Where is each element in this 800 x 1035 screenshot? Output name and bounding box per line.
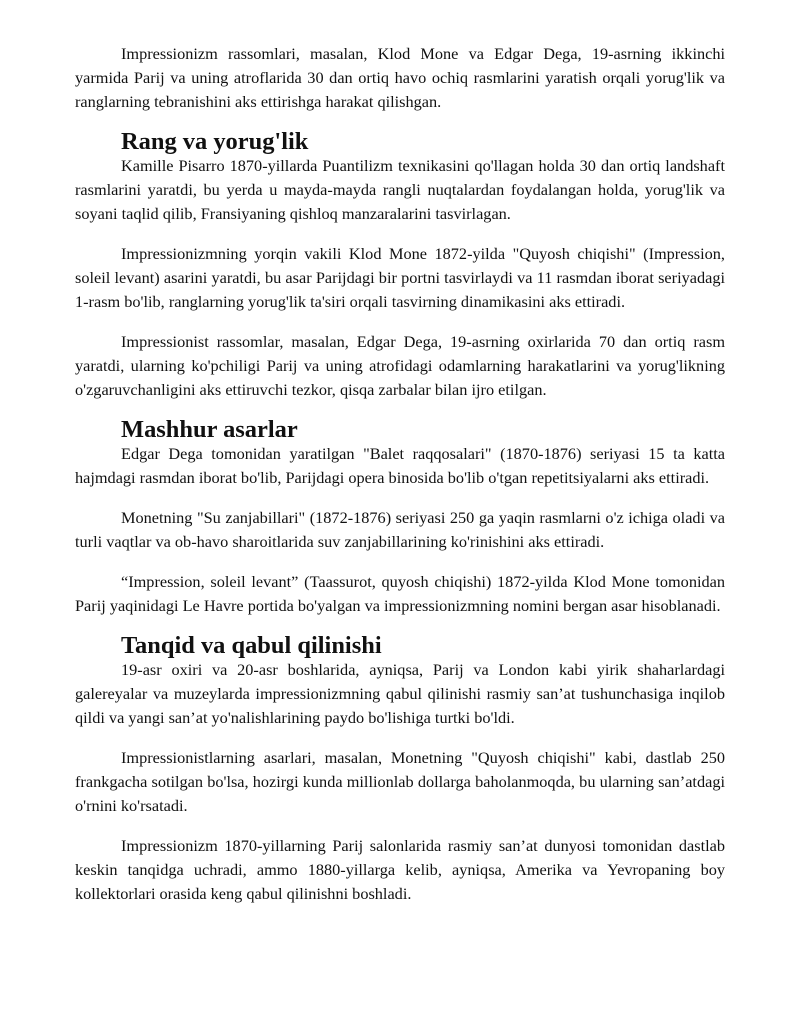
section-heading-tanqid: Tanqid va qabul qilinishi bbox=[121, 632, 382, 659]
paragraph-dega: Impressionist rassomlar, masalan, Edgar Dega, 19-asrning oxirlarida 70 dan ortiq rasm yaratdi, ularning ko'pchiligi Parij va uning atrofidagi odamlarning harakatlarini va yorug'likning o'zgaruvchanligini aks ettiruvchi tezkor, qisqa zarbalar bilan ijro etilgan. bbox=[75, 332, 725, 399]
paragraph-mone-impression: Impressionizmning yorqin vakili Klod Mone 1872-yilda "Quyosh chiqishi" (Impression, soleil levant) asarini yaratdi, bu asar Parijdagi bir portni tasvirlaydi va 11 rasmdan iborat seriyadagi 1-rasm bo'lib, ranglarning yorug'lik ta'siri orqali tasvirning dinamikasini aks ettiradi. bbox=[75, 244, 725, 311]
paragraph-pisarro: Kamille Pisarro 1870-yillarda Puantilizm texnikasini qo'llagan holda 30 dan ortiq landshaft rasmlarini yaratdi, bu yerda u mayda-mayda rangli nuqtalardan foydalangan holda, yorug'lik va soyani taqlid qilib, Fransiyaning qishloq manzaralarini tasvirlagan. bbox=[75, 156, 725, 223]
paragraph-balet-raqqosalari: Edgar Dega tomonidan yaratilgan "Balet raqqosalari" (1870-1876) seriyasi 15 ta katta hajmdagi rasmdan iborat bo'lib, Parijdagi opera binosida bo'lib o'tgan repetitsiyalarni aks ettiradi. bbox=[75, 444, 725, 487]
intro-paragraph: Impressionizm rassomlari, masalan, Klod Mone va Edgar Dega, 19-asrning ikkinchi yarmida Parij va uning atroflarida 30 dan ortiq havo ochiq rasmlarini yaratish orqali yorug'lik va ranglarning tebranishini aks ettirishga harakat qilishgan. bbox=[75, 44, 725, 111]
paragraph-impression-soleil-levant: “Impression, soleil levant” (Taassurot, quyosh chiqishi) 1872-yilda Klod Mone tomonidan Parij yaqinidagi Le Havre portida bo'yalgan va impressionizmning nomini bergan asar hisoblanadi. bbox=[75, 572, 725, 615]
paragraph-su-zanjabillari: Monetning "Su zanjabillari" (1872-1876) seriyasi 250 ga yaqin rasmlarni o'z ichiga oladi va turli vaqtlar va ob-havo sharoitlarida suv zanjabillarining ko'rinishini aks ettiradi. bbox=[75, 508, 725, 551]
document-page bbox=[75, 42, 725, 906]
paragraph-tanqid-salonlar: Impressionizm 1870-yillarning Parij salonlarida rasmiy san’at dunyosi tomonidan dastlab keskin tanqidga uchradi, ammo 1880-yillarga kelib, ayniqsa, Amerika va Yevropaning boy kollektorlari orasida keng qabul qilinishni boshladi. bbox=[75, 836, 725, 903]
paragraph-asarlar-narxi: Impressionistlarning asarlari, masalan, Monetning "Quyosh chiqishi" kabi, dastlab 250 frankgacha sotilgan bo'lsa, hozirgi kunda millionlab dollarga baholanmoqda, bu ularning san’atdagi o'rnini ko'rsatadi. bbox=[75, 748, 725, 815]
section-heading-rang-va-yoruglik: Rang va yorug'lik bbox=[121, 128, 309, 155]
section-heading-mashhur-asarlar: Mashhur asarlar bbox=[121, 416, 298, 443]
paragraph-qabul-qilinishi: 19-asr oxiri va 20-asr boshlarida, ayniqsa, Parij va London kabi yirik shaharlardagi galereyalar va muzeylarda impressionizmning qabul qilinishi rasmiy san’at tushunchasiga inqilob qildi va yangi san’at yo'nalishlarining paydo bo'lishiga turtki bo'ldi. bbox=[75, 660, 725, 727]
